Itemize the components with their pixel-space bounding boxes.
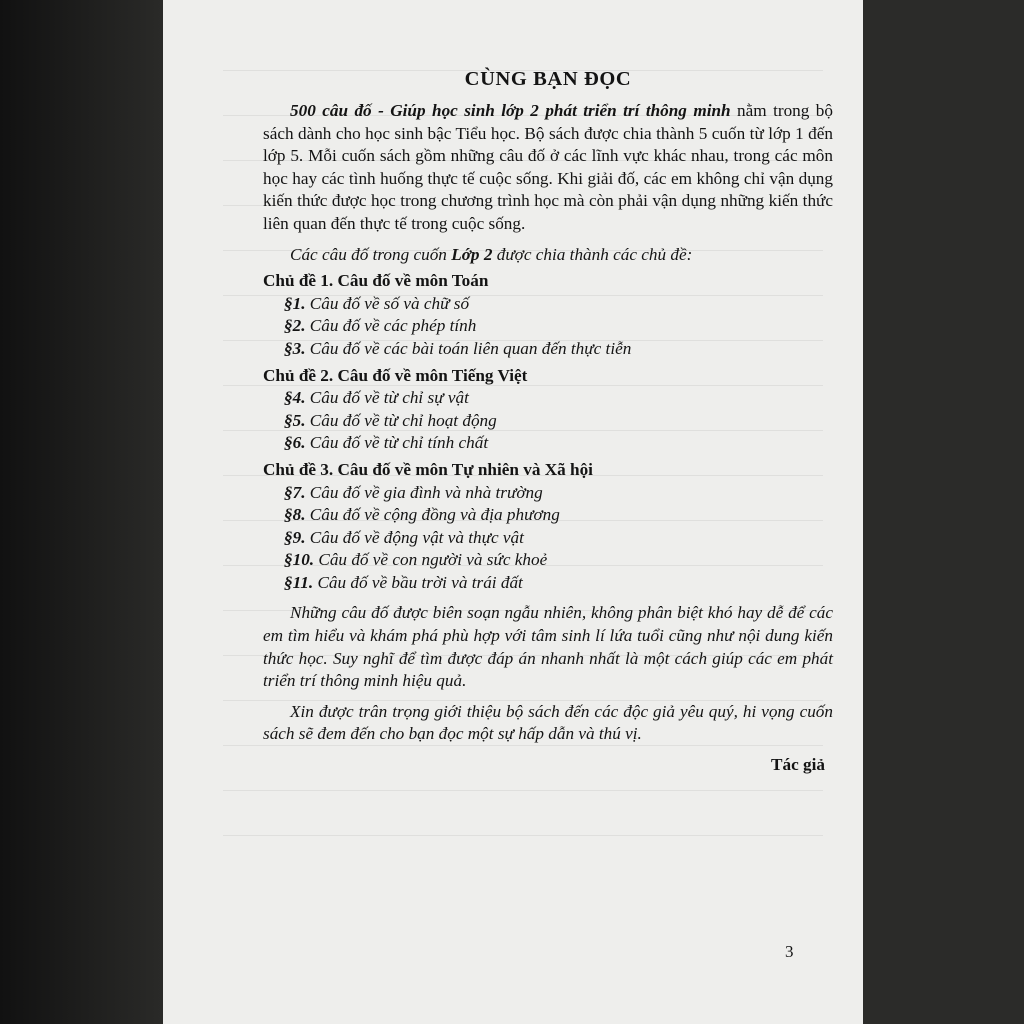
section-text: Câu đố về từ chỉ tính chất	[305, 433, 489, 453]
intro-text: nằm trong bộ sách dành cho học sinh bậc Tiểu học. Bộ sách được chia thành 5 cuốn từ lớp 1 đến lớp 5. Mỗi cuốn sách gồm những câu đố ở các lĩnh vực khác nhau, trong các môn học hay các tình huống thực tế cuộc sống. Khi giải đố, các em không chỉ vận dụng kiến thức được học trong chương trình học mà còn phải vận dụng những kiến thức liên quan đến thực tế trong cuộc sống.	[263, 101, 833, 233]
section-item	[284, 572, 833, 595]
section-number: §10.	[284, 550, 315, 570]
section-text: Câu đố về từ chỉ sự vật	[305, 388, 469, 408]
topics-intro-text-end: được chia thành các chủ đề:	[492, 244, 693, 264]
page-heading: CÙNG BẠN ĐỌC	[464, 68, 632, 90]
section-number: §1.	[284, 293, 306, 313]
section-item	[284, 293, 833, 316]
topics-intro-text: Các câu đố trong cuốn	[290, 244, 452, 264]
topic-title: Chủ đề 3. Câu đố về môn Tự nhiên và Xã hội	[263, 459, 593, 479]
page-number: 3	[785, 942, 794, 961]
topic-title: Chủ đề 2. Câu đố về môn Tiếng Việt	[263, 365, 528, 385]
section-item	[284, 410, 833, 433]
section-number: §6.	[284, 433, 306, 453]
section-text: Câu đố về động vật và thực vật	[305, 527, 524, 547]
topics-intro	[263, 244, 833, 267]
author-signature: Tác giả	[771, 755, 825, 775]
section-number: §7.	[284, 482, 306, 502]
section-item	[284, 315, 833, 338]
section-text: Câu đố về con người và sức khoẻ	[314, 550, 548, 570]
section-number: §5.	[284, 410, 306, 430]
page-content	[263, 64, 833, 777]
book-page	[163, 0, 863, 1024]
grade-label: Lớp 2	[451, 244, 493, 264]
section-item	[284, 338, 833, 361]
section-item	[284, 504, 833, 527]
topic-title: Chủ đề 1. Câu đố về môn Toán	[263, 271, 489, 291]
section-text: Câu đố về gia đình và nhà trường	[305, 482, 543, 502]
book-title: 500 câu đố - Giúp học sinh lớp 2 phát triển trí thông minh	[290, 101, 731, 120]
section-number: §2.	[284, 316, 306, 336]
book-spine-shadow	[0, 0, 163, 1024]
section-text: Câu đố về số và chữ số	[305, 293, 470, 313]
section-number: §8.	[284, 505, 306, 525]
section-text: Câu đố về các bài toán liên quan đến thực tiễn	[305, 338, 632, 358]
section-text: Câu đố về bầu trời và trái đất	[313, 572, 523, 592]
section-number: §11.	[284, 572, 314, 592]
closing-paragraph: Xin được trân trọng giới thiệu bộ sách đến các độc giả yêu quý, hi vọng cuốn sách sẽ đem đến cho bạn đọc một sự hấp dẫn và thú vị.	[263, 701, 833, 744]
section-item	[284, 549, 833, 572]
section-item	[284, 432, 833, 455]
background-edge	[863, 0, 1024, 1024]
section-text: Câu đố về cộng đồng và địa phương	[305, 505, 560, 525]
section-item	[284, 482, 833, 505]
closing-paragraph: Những câu đố được biên soạn ngẫu nhiên, không phân biệt khó hay dễ để các em tìm hiểu và khám phá phù hợp với tâm sinh lí lứa tuổi cũng như nội dung kiến thức học. Suy nghĩ để tìm được đáp án nhanh nhất là một cách giúp các em phát triển trí thông minh hiệu quả.	[263, 603, 833, 691]
section-item	[284, 387, 833, 410]
section-number: §9.	[284, 527, 306, 547]
section-item	[284, 527, 833, 550]
intro-paragraph	[263, 100, 833, 236]
section-number: §3.	[284, 338, 306, 358]
section-text: Câu đố về từ chỉ hoạt động	[305, 410, 497, 430]
section-text: Câu đố về các phép tính	[305, 316, 477, 336]
section-number: §4.	[284, 388, 306, 408]
